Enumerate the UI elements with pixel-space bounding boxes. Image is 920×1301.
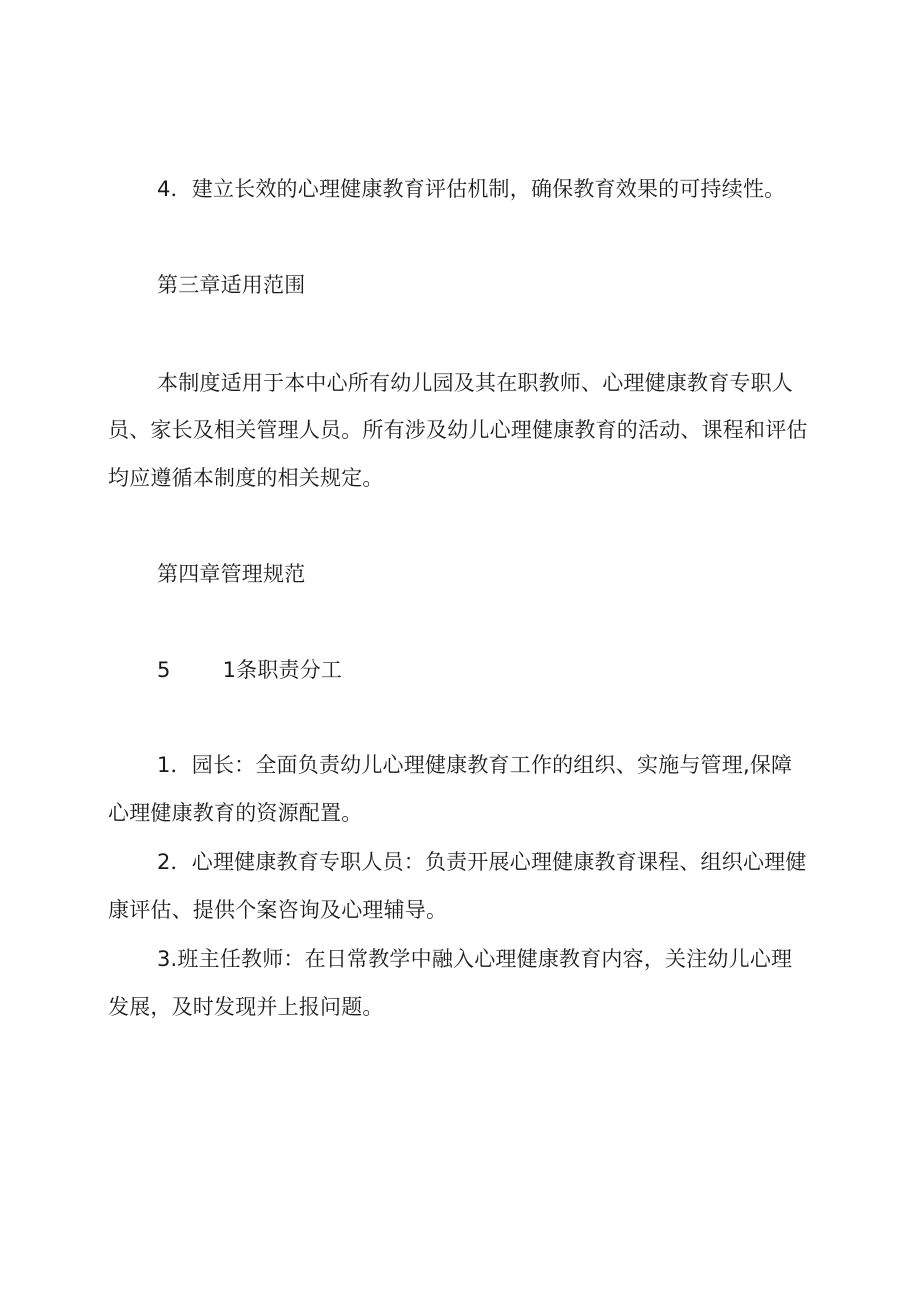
section-5-heading: [157, 657, 342, 683]
list-item-4: 4．建立长效的心理健康教育评估机制，确保教育效果的可持续性。: [157, 177, 786, 201]
duty-2-line-2: 康评估、提供个案咨询及心理辅导。: [108, 898, 448, 922]
scope-paragraph-line-1: 本制度适用于本中心所有幼儿园及其在职教师、心理健康教育专职人: [157, 371, 793, 395]
duty-3-line-1: 3.班主任教师：在日常教学中融入心理健康教育内容，关注幼儿心理: [157, 947, 793, 971]
chapter-4-heading: 第四章管理规范: [157, 562, 306, 586]
duty-2-line-1: 2．心理健康教育专职人员：负责开展心理健康教育课程、组织心理健: [157, 850, 807, 874]
scope-paragraph-line-3: 均应遵循本制度的相关规定。: [108, 466, 384, 490]
duty-1-line-2: 心理健康教育的资源配置。: [108, 801, 363, 825]
chapter-3-heading: 第三章适用范围: [157, 273, 306, 297]
section-title: 1条职责分工: [222, 658, 343, 682]
duty-1-line-1: 1．园长：全面负责幼儿心理健康教育工作的组织、实施与管理,保障: [157, 753, 793, 777]
section-number: 5: [157, 658, 171, 682]
scope-paragraph-line-2: 员、家长及相关管理人员。所有涉及幼儿心理健康教育的活动、课程和评估: [108, 418, 808, 442]
duty-3-line-2: 发展，及时发现并上报问题。: [108, 995, 384, 1019]
